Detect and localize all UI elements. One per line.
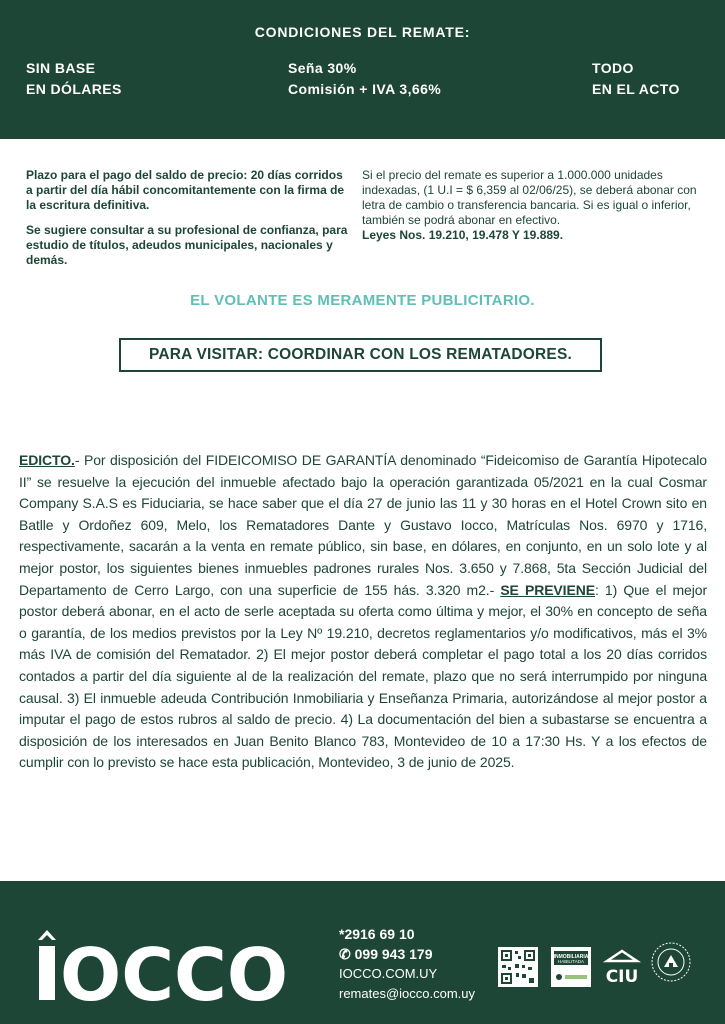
condition-payment-line1: Seña 30% — [288, 60, 357, 76]
svg-text:INMOBILIARIA: INMOBILIARIA — [553, 954, 589, 960]
email-link[interactable]: remates@iocco.com.uy — [339, 986, 476, 1001]
edict-part2: : 1) Que el mejor postor deberá abonar, en el acto de serle aceptada su oferta como última y mejor, el 30% en concepto de seña o garantía, de los medios previstos por la Ley Nº 19.210, decretos reglamentarios y/o modificativos, más el 3% más IVA de comisión del Rematador. 2) El mejor postor deberá completar el pago total a los 20 días corridos contados a partir del día siguiente al de la realización del remate, plazo que no será interrumpido por ninguna causal. 3) El inmueble adeuda Contribución Inmobiliaria y Enseñanza Primaria, autorizándose al mejor postor a imputar el pago de estos rubros al saldo de precio. 4) La documentación del bien a subastarse se encuentra a disposición de los interesados en Juan Benito Blanco 783, Montevideo de 10 a 17:30 Hs. Y a los efectos de cumplir con lo previsto se hace esta publicación, Montevideo, 3 de junio de 2025. — [19, 581, 708, 771]
condition-base — [26, 58, 122, 100]
laws-text: Leyes Nos. 19.210, 19.478 Y 19.889. — [362, 228, 564, 242]
advertising-notice: EL VOLANTE ES MERAMENTE PUBLICITARIO. — [190, 292, 535, 309]
se-previene-label: SE PREVIENE — [500, 581, 595, 598]
condition-base-line2: EN DÓLARES — [26, 81, 122, 97]
svg-text:HABILITADA: HABILITADA — [558, 959, 584, 964]
visit-text: PARA VISITAR: COORDINAR CON LOS REMATADORES. — [149, 346, 572, 363]
whatsapp-number: 099 943 179 — [354, 946, 433, 962]
ciu-logo — [602, 947, 642, 987]
camara-inmobiliaria-seal — [650, 941, 692, 983]
whatsapp-line[interactable] — [339, 944, 475, 964]
condition-payment — [288, 58, 441, 100]
condition-all-line2: EN EL ACTO — [592, 81, 680, 97]
condition-payment-line2: Comisión + IVA 3,66% — [288, 81, 442, 97]
condition-all-line1: TODO — [592, 60, 634, 76]
payment-term-text: Plazo para el pago del saldo de precio: 20 días corridos a partir del día hábil concomitantemente con la firma de la escritura definitiva. — [26, 168, 345, 212]
visit-box — [119, 338, 602, 372]
payment-method-text: Si el precio del remate es superior a 1.000.000 unidades indexadas, (1 U.I = $ 6,359 al 02/06/25), se deberá abonar con letra de cambio o transferencia bancaria. Si es igual o inferior, también se podrá abonar en efectivo. — [362, 168, 697, 227]
contact-block — [339, 924, 475, 1004]
condition-base-line1: SIN BASE — [26, 60, 96, 76]
edict-part1: - Por disposición del FIDEICOMISO DE GARANTÍA denominado “Fideicomiso de Garantía Hipotecalo II” se resuelve la ejecución del inmueble afectado bajo la operación garantizada 05/2021 en la cual Cosmar Company S.A.S es Fiduciaria, se hace saber que el día 27 de junio las 11 y 30 horas en el Hotel Crown sito en Batlle y Ordoñez 609, Melo, los Rematadores Dante y Gustavo Iocco, Matrículas Nos. 6970 y 1716, respectivamente, sacarán a la venta en remate público, sin base, en dólares, en conjunto, en un solo lote y al mejor postor, los siguientes bienes inmuebles padrones rurales Nos. 3.650 y 7.868, 5ta Sección Judicial del Departamento de Cerro Largo, con una superficie de 155 hás. 3.320 m2.- — [19, 452, 707, 598]
svg-text:CIU: CIU — [605, 967, 639, 987]
footer — [0, 881, 725, 1024]
payment-info-right — [362, 168, 712, 243]
qr-code-icon — [498, 947, 538, 987]
phone-number[interactable]: *2916 69 10 — [339, 926, 415, 942]
edict-label: EDICTO. — [19, 452, 75, 468]
inmobiliaria-habilitada-badge — [551, 947, 591, 987]
conditions-header — [0, 0, 725, 139]
website-link[interactable]: IOCCO.COM.UY — [339, 966, 438, 981]
conditions-title: CONDICIONES DEL REMATE: — [254, 24, 471, 40]
logo-letters: OCCO — [60, 933, 289, 1001]
iocco-logo — [36, 926, 311, 1001]
whatsapp-icon: ✆ — [339, 946, 351, 962]
edict-text — [19, 450, 707, 774]
advice-text: Se sugiere consultar a su profesional de confianza, para estudio de títulos, adeudos municipales, nacionales y demás. — [26, 223, 348, 267]
condition-all — [592, 58, 680, 100]
payment-info-left — [26, 168, 351, 278]
